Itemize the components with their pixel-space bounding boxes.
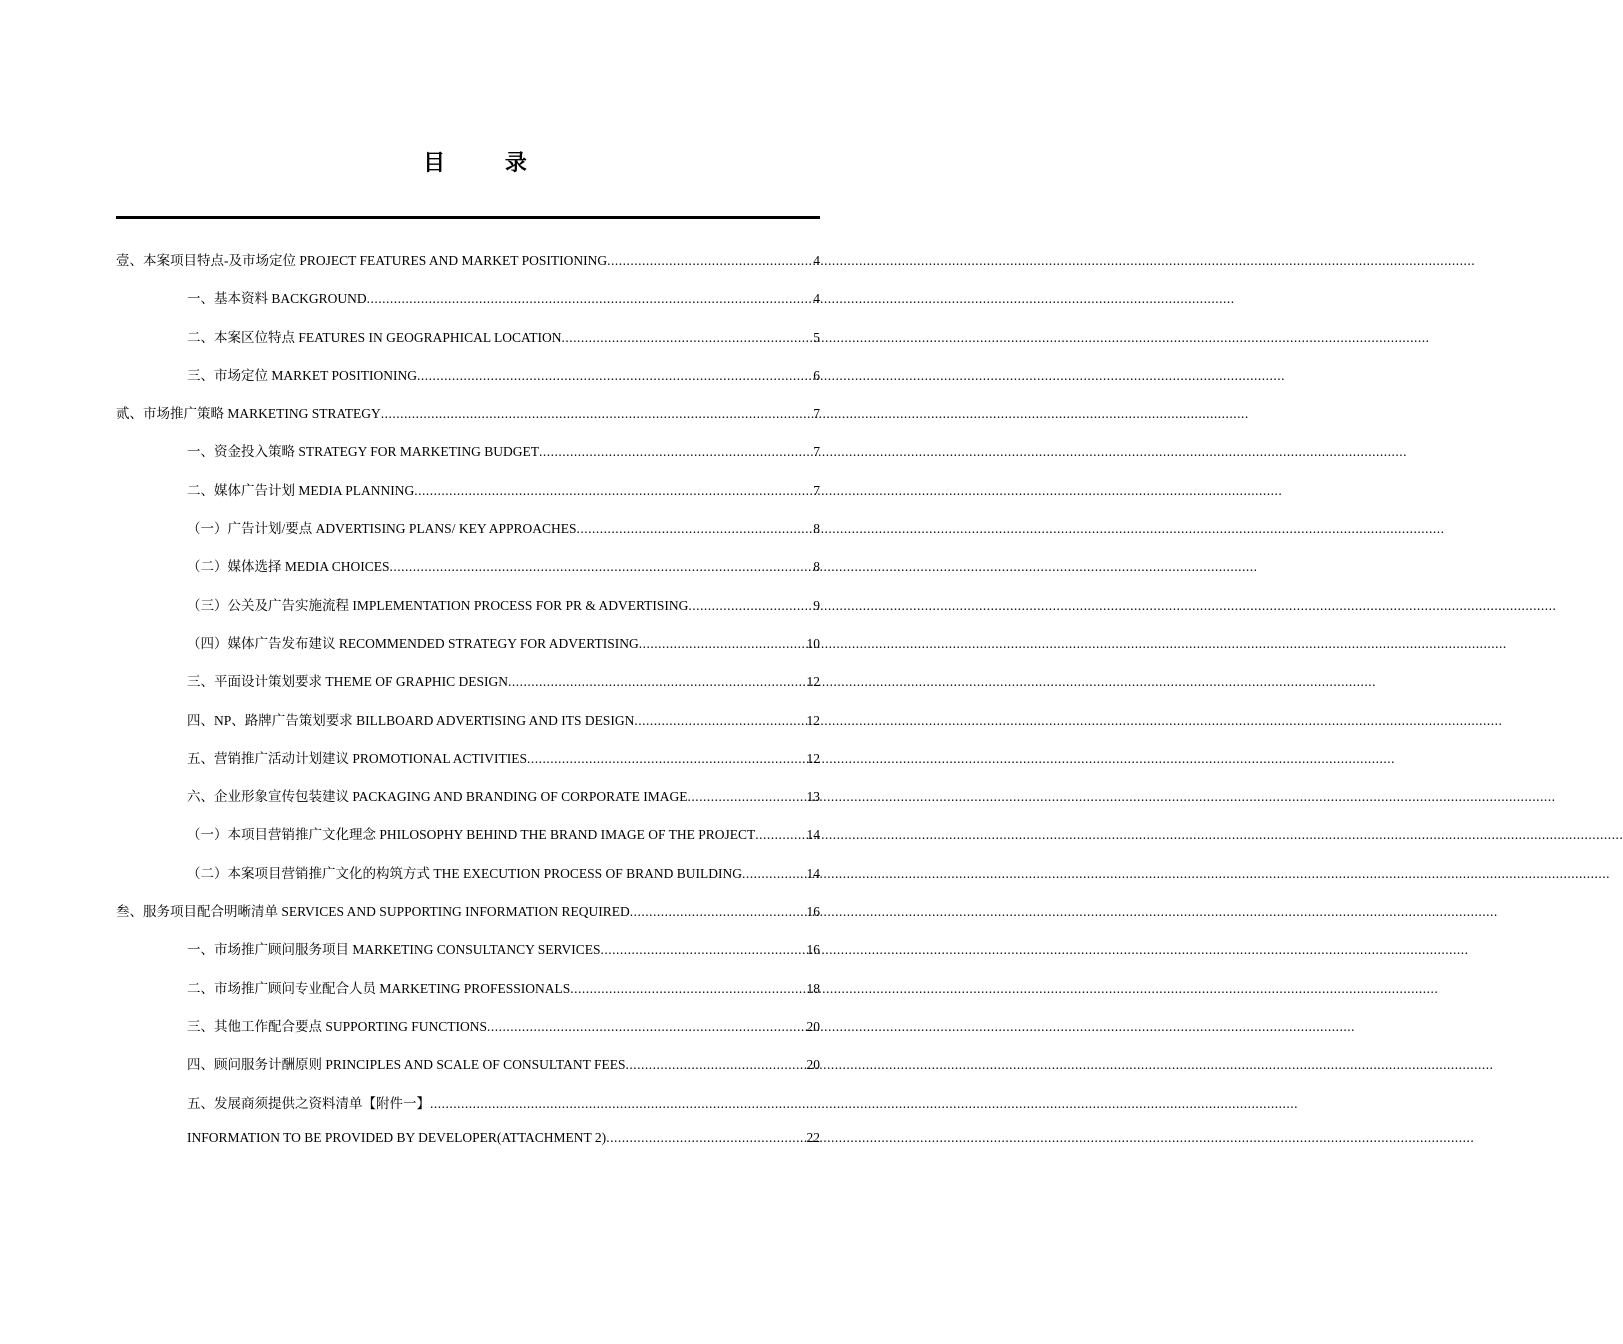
toc-page-number: 6: [813, 367, 820, 383]
toc-subsection-entry[interactable]: [116, 632, 820, 670]
toc-entry-label: 贰、市场推广策略 MARKETING STRATEGY: [116, 406, 381, 422]
toc-entry-label: （一）广告计划/要点 ADVERTISING PLANS/ KEY APPROACHES: [187, 521, 577, 537]
toc-dot-leader: [508, 674, 805, 690]
toc-page-number: 8: [813, 559, 820, 575]
toc-subsection-entry[interactable]: [116, 479, 820, 517]
toc-entry-label: 五、营销推广活动计划建议 PROMOTIONAL ACTIVITIES: [187, 750, 527, 766]
page-title: [0, 146, 950, 177]
table-of-contents: [116, 249, 820, 1168]
toc-dot-leader: [634, 713, 805, 729]
toc-entry-label: 二、市场推广顾问专业配合人员 MARKETING PROFESSIONALS: [187, 980, 571, 996]
toc-dot-leader: [755, 827, 805, 843]
toc-subsection-entry[interactable]: [116, 709, 820, 747]
toc-dot-leader: [606, 1130, 805, 1146]
toc-subsection-entry[interactable]: [116, 555, 820, 593]
toc-dot-leader: [607, 253, 812, 269]
toc-subsection-entry[interactable]: [116, 287, 820, 325]
toc-section-entry[interactable]: [116, 402, 820, 440]
toc-page-number: 12: [806, 674, 820, 690]
toc-subsection-entry[interactable]: [116, 440, 820, 478]
toc-dot-leader: [576, 521, 812, 537]
toc-page-number: 8: [813, 521, 820, 537]
toc-subsection-entry[interactable]: [116, 1130, 820, 1168]
toc-entry-label: 一、基本资料 BACKGROUND: [187, 291, 367, 307]
toc-page-number: 7: [813, 444, 820, 460]
toc-dot-leader: [630, 904, 806, 920]
toc-page-number: 20: [806, 1057, 820, 1073]
toc-dot-leader: [562, 330, 813, 346]
toc-page-number: 13: [806, 789, 820, 805]
page-title-char-2: 录: [504, 151, 527, 176]
toc-subsection-entry[interactable]: [116, 670, 820, 708]
toc-page-number: 12: [806, 712, 820, 728]
toc-subsection-entry[interactable]: [116, 747, 820, 785]
toc-page-number: 9: [813, 597, 820, 613]
toc-entry-label: 叁、服务项目配合明晰清单 SERVICES AND SUPPORTING INFORMATION REQUIRED: [116, 904, 630, 920]
toc-entry-label: 一、资金投入策略 STRATEGY FOR MARKETING BUDGET: [187, 444, 540, 460]
toc-section-entry[interactable]: [116, 900, 820, 938]
toc-entry-label: 三、平面设计策划要求 THEME OF GRAPHIC DESIGN: [187, 674, 509, 690]
toc-entry-label: 壹、本案项目特点-及市场定位 PROJECT FEATURES AND MARKET POSITIONING: [116, 253, 608, 268]
toc-page-number: 14: [806, 865, 820, 881]
toc-page-number: 5: [813, 329, 820, 345]
toc-subsection-entry[interactable]: [116, 977, 820, 1015]
toc-page-number: 22: [806, 1129, 820, 1145]
toc-subsection-entry[interactable]: [116, 594, 820, 632]
toc-subsection-entry[interactable]: [116, 862, 820, 900]
toc-dot-leader: [414, 483, 812, 499]
toc-dot-leader: [381, 406, 813, 422]
toc-page-number: 4: [813, 291, 820, 307]
toc-entry-label: 二、本案区位特点 FEATURES IN GEOGRAPHICAL LOCATION: [187, 329, 562, 345]
toc-page-number: 10: [806, 635, 820, 651]
toc-page-number: 14: [806, 827, 820, 843]
toc-dot-leader: [688, 789, 806, 805]
toc-dot-leader: [487, 1019, 806, 1035]
toc-entry-label: （二）媒体选择 MEDIA CHOICES: [187, 559, 390, 575]
toc-entry-label: INFORMATION TO BE PROVIDED BY DEVELOPER(ATTACHMENT 2): [187, 1129, 607, 1145]
page-title-char-1: 目: [423, 151, 446, 176]
toc-dot-leader: [430, 1096, 819, 1112]
toc-entry-label: 六、企业形象宣传包装建议 PACKAGING AND BRANDING OF CORPORATE IMAGE: [187, 789, 688, 805]
toc-entry-label: 四、顾问服务计酬原则 PRINCIPLES AND SCALE OF CONSULTANT FEES: [187, 1057, 626, 1073]
toc-subsection-entry[interactable]: [116, 326, 820, 364]
toc-dot-leader: [539, 444, 812, 460]
toc-dot-leader: [688, 598, 812, 614]
toc-subsection-entry[interactable]: [116, 938, 820, 976]
toc-subsection-entry[interactable]: [116, 785, 820, 823]
toc-entry-label: 四、NP、路牌广告策划要求 BILLBOARD ADVERTISING AND ITS DESIGN: [187, 712, 635, 728]
toc-dot-leader: [600, 942, 805, 958]
toc-dot-leader: [390, 559, 813, 575]
toc-dot-leader: [570, 981, 805, 997]
toc-dot-leader: [527, 751, 806, 767]
toc-subsection-entry[interactable]: [116, 364, 820, 402]
toc-page-number: 16: [806, 942, 820, 958]
title-divider: [116, 216, 820, 219]
toc-entry-label: 三、其他工作配合要点 SUPPORTING FUNCTIONS: [187, 1018, 487, 1034]
toc-entry-label: 二、媒体广告计划 MEDIA PLANNING: [187, 482, 415, 498]
toc-subsection-entry[interactable]: [116, 823, 820, 861]
toc-page-number: 7: [813, 482, 820, 498]
toc-page-number: 7: [813, 406, 820, 422]
toc-dot-leader: [742, 866, 805, 882]
toc-entry-label: （一）本项目营销推广文化理念 PHILOSOPHY BEHIND THE BRAND IMAGE OF THE PROJECT: [187, 827, 756, 843]
toc-page-number: 20: [806, 1018, 820, 1034]
toc-entry-label: （二）本案项目营销推广文化的构筑方式 THE EXECUTION PROCESS OF BRAND BUILDING: [187, 865, 743, 881]
toc-page-number: 16: [806, 904, 820, 920]
toc-subsection-entry[interactable]: [116, 1015, 820, 1053]
toc-dot-leader: [367, 291, 813, 307]
toc-page-number: 18: [806, 980, 820, 996]
toc-page-number: 12: [806, 750, 820, 766]
toc-dot-leader: [639, 636, 806, 652]
toc-dot-leader: [625, 1057, 805, 1073]
toc-subsection-entry[interactable]: [116, 1092, 820, 1130]
toc-page-number: 4: [813, 253, 820, 268]
toc-entry-label: （三）公关及广告实施流程 IMPLEMENTATION PROCESS FOR PR & ADVERTISING: [187, 597, 689, 613]
toc-dot-leader: [417, 368, 812, 384]
toc-subsection-entry[interactable]: [116, 517, 820, 555]
toc-entry-label: （四）媒体广告发布建议 RECOMMENDED STRATEGY FOR ADVERTISING: [187, 635, 639, 651]
toc-section-entry[interactable]: [116, 249, 820, 287]
toc-entry-label: 三、市场定位 MARKET POSITIONING: [187, 367, 418, 383]
toc-subsection-entry[interactable]: [116, 1053, 820, 1091]
toc-entry-label: 五、发展商须提供之资料清单【附件一】: [187, 1095, 430, 1111]
toc-entry-label: 一、市场推广顾问服务项目 MARKETING CONSULTANCY SERVICES: [187, 942, 601, 958]
